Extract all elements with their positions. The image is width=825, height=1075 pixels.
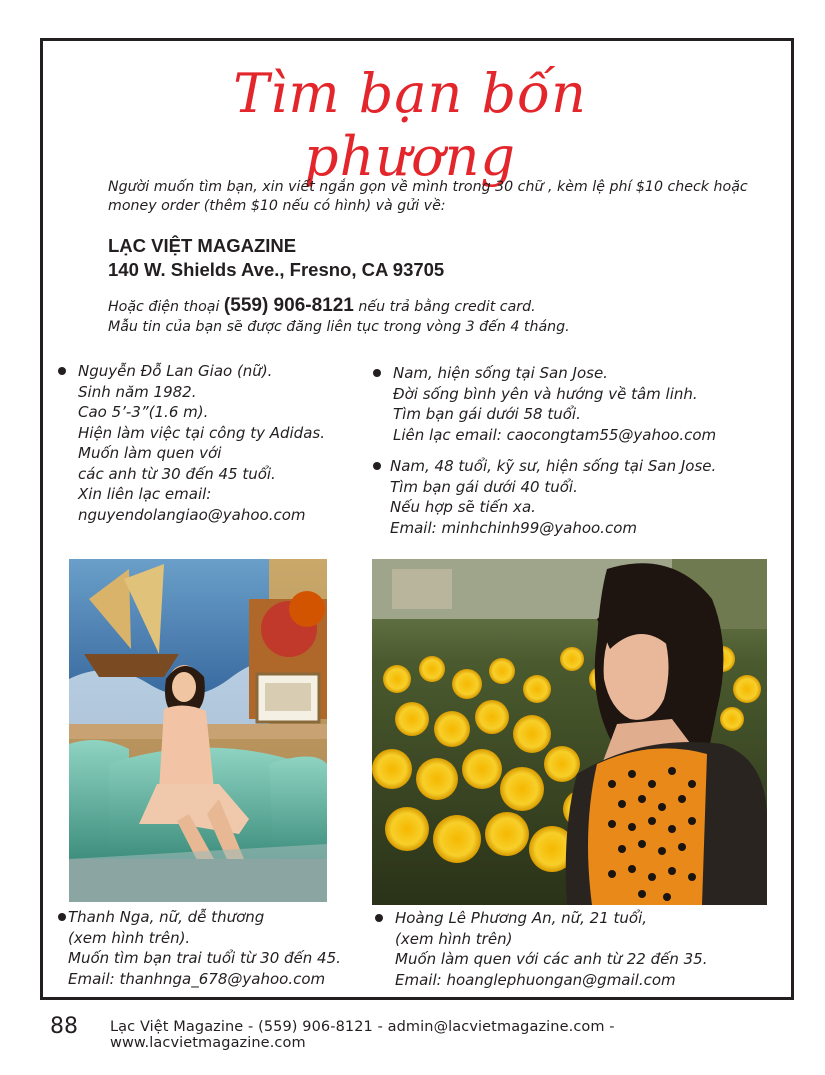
- listing-san-jose-2: [390, 456, 716, 538]
- listing-email[interactable]: Email: hoanglephuongan@gmail.com: [395, 970, 676, 989]
- bullet-icon: [58, 367, 66, 375]
- phone-pre-text: Hoặc điện thoại: [108, 299, 224, 315]
- page-number: 88: [50, 1014, 78, 1039]
- listing-line: Muốn làm quen với các anh từ 22 đến 35.: [395, 950, 708, 968]
- bullet-icon: [373, 369, 381, 377]
- listing-line: Nguyễn Đỗ Lan Giao (nữ).: [78, 362, 273, 380]
- publication-duration-note: Mẫu tin của bạn sẽ được đăng liên tục trong vòng 3 đến 4 tháng.: [108, 319, 570, 335]
- listing-line: Muốn làm quen với: [78, 444, 222, 462]
- bullet-icon: [373, 462, 381, 470]
- bullet-icon: [375, 914, 383, 922]
- listing-email[interactable]: nguyendolangiao@yahoo.com: [78, 505, 306, 524]
- magazine-address: 140 W. Shields Ave., Fresno, CA 93705: [108, 259, 445, 280]
- page-title: Tìm bạn bốn phương: [233, 62, 587, 188]
- listing-line: Nam, 48 tuổi, kỹ sư, hiện sống tại San Jose.: [390, 457, 717, 475]
- photo-thanh-nga: [69, 559, 327, 902]
- listing-line: Sinh năm 1982.: [78, 382, 197, 401]
- listing-line: Nếu hợp sẽ tiến xa.: [390, 498, 536, 516]
- listing-line: Xin liên lạc email:: [78, 485, 212, 503]
- listing-email[interactable]: Email: thanhnga_678@yahoo.com: [68, 969, 326, 988]
- listing-line: Đời sống bình yên và hướng về tâm linh.: [393, 384, 698, 403]
- listing-line: Tìm bạn gái dưới 58 tuổi.: [393, 405, 581, 423]
- intro-text: [108, 178, 768, 216]
- phone-instructions: [108, 296, 788, 337]
- listing-line: các anh từ 30 đến 45 tuổi.: [78, 464, 276, 483]
- listing-email[interactable]: Email: minhchinh99@yahoo.com: [390, 518, 637, 537]
- bullet-icon: [58, 913, 66, 921]
- listing-thanh-nga: [68, 907, 341, 989]
- listing-line: Tìm bạn gái dưới 40 tuổi.: [390, 477, 578, 496]
- intro-line-2: money order (thêm $10 nếu có hình) và gửi về:: [108, 198, 446, 214]
- listing-san-jose-1: [393, 363, 716, 445]
- phone-post-text: nếu trả bằng credit card.: [353, 299, 536, 315]
- footer-contact-text: Lạc Việt Magazine - (559) 906-8121 - admin@lacvietmagazine.com - www.lacvietmagazine.com: [110, 1019, 615, 1051]
- phone-line: [108, 296, 788, 317]
- listing-line: Thanh Nga, nữ, dễ thương: [68, 908, 265, 926]
- magazine-address-block: [108, 234, 444, 282]
- listing-line: (xem hình trên).: [68, 928, 191, 947]
- listing-line: Cao 5’-3”(1.6 m).: [78, 403, 209, 421]
- listing-line: (xem hình trên): [395, 929, 513, 948]
- listing-email[interactable]: Liên lạc email: caocongtam55@yahoo.com: [393, 425, 717, 444]
- listing-phuong-an: [395, 908, 707, 990]
- magazine-name: LẠC VIỆT MAGAZINE: [108, 235, 297, 256]
- photo-phuong-an: [372, 559, 767, 905]
- phone-number: (559) 906-8121: [223, 295, 354, 316]
- listing-line: Hoàng Lê Phương An, nữ, 21 tuổi,: [395, 909, 648, 927]
- listing-line: Muốn tìm bạn trai tuổi từ 30 đến 45.: [68, 949, 341, 967]
- listing-lan-giao: [78, 361, 325, 525]
- listing-line: Nam, hiện sống tại San Jose.: [393, 364, 608, 382]
- intro-line-1: Người muốn tìm bạn, xin viết ngắn gọn về mình trong 30 chữ , kèm lệ phí $10 check hoặc: [108, 179, 748, 195]
- listing-line: Hiện làm việc tại công ty Adidas.: [78, 423, 325, 442]
- page-footer: [40, 1014, 800, 1051]
